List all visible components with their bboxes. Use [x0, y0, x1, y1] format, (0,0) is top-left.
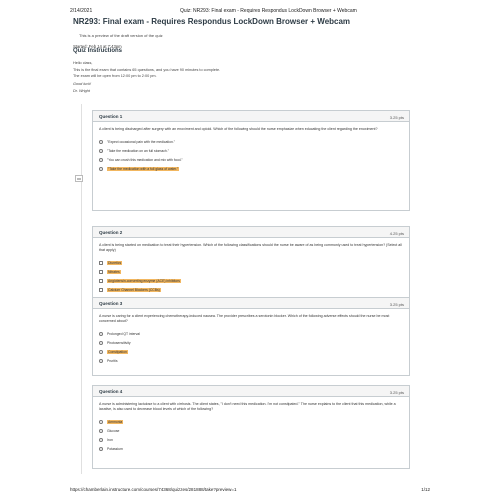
- answer-option[interactable]: [99, 137, 403, 146]
- answer-label-highlighted: Diuretics: [108, 260, 122, 265]
- answer-option[interactable]: [99, 356, 403, 365]
- question-points: 3.25 pts: [389, 301, 404, 307]
- question-header: [93, 386, 409, 397]
- answer-option[interactable]: [99, 267, 403, 276]
- question-name: Question 1: [99, 114, 123, 119]
- answer-list: [93, 253, 409, 303]
- radio-button[interactable]: [99, 140, 103, 144]
- answer-label-highlighted: Nitrates: [108, 269, 120, 274]
- radio-button[interactable]: [99, 149, 103, 153]
- instructions-signoff-2: Dr. Wright: [73, 89, 90, 93]
- page-title: NR293: Final exam - Requires Respondus LockDown Browser + Webcam: [73, 17, 351, 26]
- answer-option[interactable]: [99, 338, 403, 347]
- answer-label: "Take the medication on an full stomach.": [107, 148, 169, 153]
- radio-button[interactable]: [99, 429, 103, 433]
- radio-button[interactable]: [99, 438, 103, 442]
- instructions-heading: Quiz Instructions: [73, 48, 123, 54]
- question-text: A client is being discharged after surgery with an enoximent and opioid. Which of the following should the nurse emphasize when educating the client regarding the enoximent?: [99, 127, 378, 131]
- answer-label-highlighted: "Take the medication with a full glass of water.": [108, 166, 179, 171]
- answer-label: Potassium: [107, 446, 123, 451]
- checkbox[interactable]: [99, 288, 103, 292]
- question-points: 3.25 pts: [389, 114, 404, 120]
- radio-button[interactable]: [99, 158, 103, 162]
- instructions-signoff-1: Good luck!: [73, 82, 92, 86]
- question-4: [92, 385, 410, 469]
- started-time: Started: Feb 14 at 7:43pm: [73, 44, 122, 49]
- radio-button[interactable]: [99, 332, 103, 336]
- footer-url: https://chamberlain.instructure.com/courses/74368/quizzes/281888/take?preview=1: [70, 487, 237, 492]
- checkbox[interactable]: [99, 270, 103, 274]
- radio-button[interactable]: [99, 350, 103, 354]
- question-name: Question 2: [99, 230, 123, 235]
- answer-label: Pruritis: [107, 358, 118, 363]
- answer-option[interactable]: [99, 435, 403, 444]
- answer-label-highlighted: Angiotensin-converting enzyme (ACE) inhibitors: [108, 278, 180, 283]
- answer-option[interactable]: [99, 164, 403, 173]
- answer-label: Iron: [107, 437, 113, 442]
- answer-option[interactable]: [99, 417, 403, 426]
- instructions-line-1: This is the final exam that contains 65 questions, and you have 90 minutes to complete.: [73, 68, 221, 72]
- answer-option[interactable]: [99, 146, 403, 155]
- question-name: Question 4: [99, 389, 123, 394]
- answer-option[interactable]: [99, 276, 403, 285]
- question-name: Question 3: [99, 301, 123, 306]
- instructions-line-2: The exam will be open from 12:00 pm to 2:00 pm.: [73, 74, 157, 78]
- answer-label: Photosensitivity: [107, 340, 131, 345]
- answer-label-highlighted: Ammonia: [108, 419, 123, 424]
- footer-page-number: 1/12: [421, 487, 430, 492]
- answer-option[interactable]: [99, 347, 403, 356]
- answer-option[interactable]: [99, 258, 403, 267]
- answer-option[interactable]: [99, 426, 403, 435]
- question-header: [93, 111, 409, 122]
- answer-option[interactable]: [99, 285, 403, 294]
- instructions-greeting: Hello class,: [73, 61, 93, 65]
- question-1: [92, 110, 410, 211]
- checkbox[interactable]: [99, 279, 103, 283]
- answer-label: Glucose: [107, 428, 120, 433]
- radio-button[interactable]: [99, 341, 103, 345]
- question-points: 3.25 pts: [389, 389, 404, 395]
- answer-label: "You can crush this medication and mix with food.": [107, 157, 183, 162]
- preview-note: This is a preview of the draft version of the quiz: [79, 33, 163, 38]
- answer-label: Prolonged QT interval: [107, 331, 140, 336]
- answer-list: [93, 412, 409, 453]
- radio-button[interactable]: [99, 167, 103, 171]
- answer-option[interactable]: [99, 155, 403, 164]
- answer-list: [93, 324, 409, 365]
- question-text: A nurse is administering lactulose to a client with cirrhosis. The client states, "I don't need this medication. I'm not constipated." The nurse explains to the client that this medication, while a laxative, is also used to decrease blood levels of which of the following?: [99, 402, 396, 411]
- answer-label-highlighted: Constipation: [108, 349, 127, 354]
- answer-label-highlighted: Calcium Channel Blockers (CCBs): [108, 287, 160, 292]
- question-header: [93, 227, 409, 238]
- sidebar-divider: [81, 104, 82, 474]
- answer-option[interactable]: [99, 329, 403, 338]
- radio-button[interactable]: [99, 447, 103, 451]
- checkbox[interactable]: [99, 261, 103, 265]
- radio-button[interactable]: [99, 420, 103, 424]
- answer-option[interactable]: [99, 444, 403, 453]
- question-points: 4.25 pts: [389, 230, 404, 236]
- print-title: Quiz: NR293: Final exam - Requires Respondus LockDown Browser + Webcam: [180, 8, 357, 14]
- answer-list: [93, 132, 409, 173]
- print-date: 2/14/2021: [70, 8, 93, 14]
- question-text: A client is being started on medication to treat their hypertension. Which of the following classifications should the nurse be aware of as being commonly used to treat hypertension? (Select all that apply): [99, 243, 402, 252]
- answer-label: "Expect occasional pain with the medication.": [107, 139, 175, 144]
- question-3: [92, 297, 410, 376]
- question-header: [93, 298, 409, 309]
- radio-button[interactable]: [99, 359, 103, 363]
- flag-question-icon[interactable]: [75, 175, 83, 182]
- question-text: A nurse is caring for a client experiencing chemotherapy-induced nausea. The provider prescribes a serotonin blocker. Which of the following adverse effects should the nurse be most concerned about?: [99, 314, 390, 323]
